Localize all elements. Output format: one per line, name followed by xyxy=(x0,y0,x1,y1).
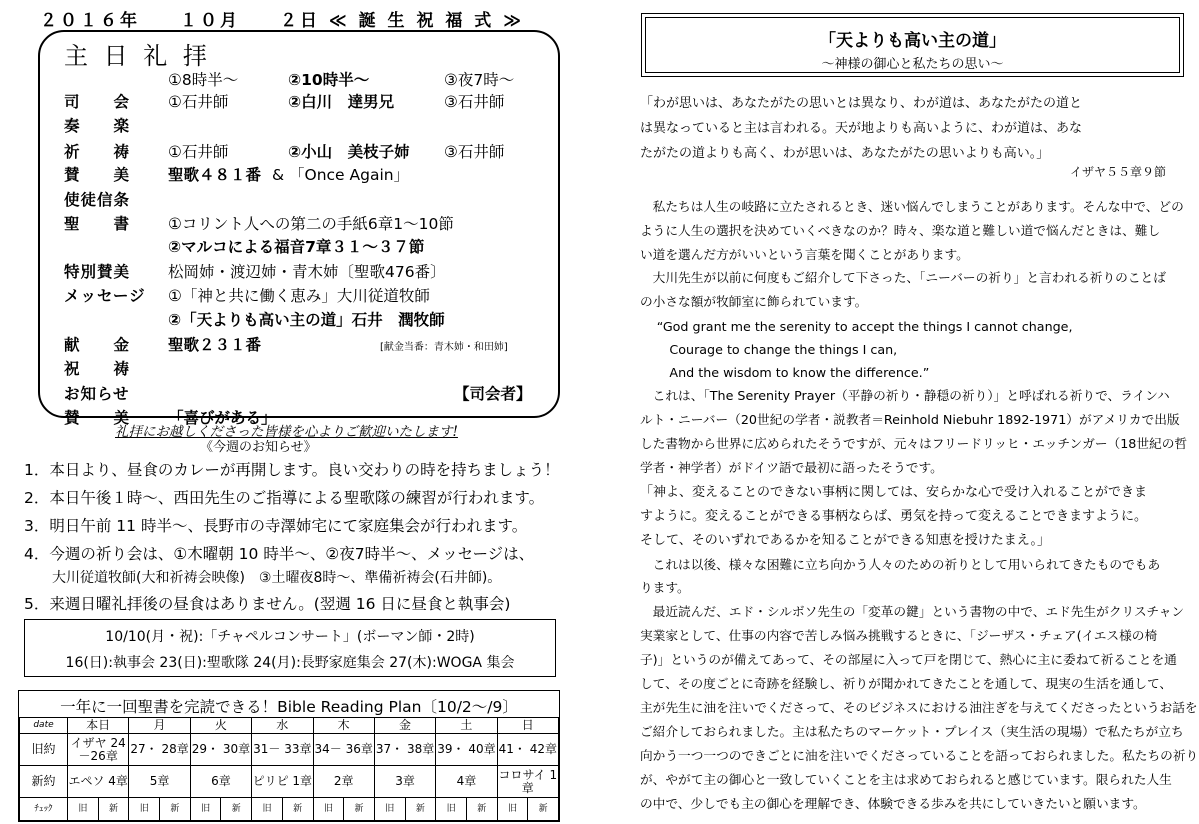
plan-cell: 水 xyxy=(252,718,313,734)
scripture-line: は異なっていると主は言われる。天が地よりも高いように、わが道は、あな xyxy=(640,121,1083,136)
sermon-body-line: 実業家として、仕事の内容で苦しみ悩み挑戦するときに、「ジーザス・チェア(イエス様の椅 xyxy=(640,628,1158,643)
plan-cell: ピリピ 1章 xyxy=(252,766,313,798)
plan-cell: 39・ 40章 xyxy=(436,734,497,766)
worship-label: 賛 美 xyxy=(64,166,131,184)
sermon-body-line: が、やがて主の御心と一致していくことを主は求めておられると感じています。限られた人生 xyxy=(640,772,1172,787)
check-old[interactable]: 旧 xyxy=(498,798,528,820)
sermon-body-line: すように。変えることができる事柄ならば、勇気を持って変えることできますように。 xyxy=(640,509,1148,524)
sermon-subtitle: ～神様の御心と私たちの思い～ xyxy=(821,57,1004,72)
plan-cell: ﾁｪｯｸ xyxy=(20,798,68,821)
serenity-prayer-line: Courage to change the things I can, xyxy=(640,342,898,357)
check-new[interactable]: 新 xyxy=(354,803,364,814)
check-cell[interactable] xyxy=(190,798,251,821)
plan-cell: 29・ 30章 xyxy=(190,734,251,766)
worship-label: 特別賛美 xyxy=(64,263,131,281)
events-line-1: 10/10(月・祝):「チャペルコンサート」(ボーマン師・2時) xyxy=(105,629,475,645)
sermon-body-line: ご紹介しておられました。主は私たちのマーケット・プレイス（実生活の現場）で私たちが立ち xyxy=(640,724,1184,739)
check-new[interactable]: 新 xyxy=(415,803,425,814)
check-new[interactable]: 新 xyxy=(477,803,487,814)
worship-c1b: ②「天よりも高い主の道」石井 潤牧師 xyxy=(168,311,445,329)
sermon-body-line: 「神よ、変えることのできない事柄に関しては、安らかな心で受け入れることができま xyxy=(640,485,1148,500)
serenity-prayer-line: And the wisdom to know the difference.” xyxy=(640,365,930,380)
upcoming-events-box xyxy=(24,619,556,677)
sermon-body-line: ルト・ニーバー（20世紀の学者・説教者＝Reinhold Niebuhr 1892-1971）がアメリカで出版 xyxy=(640,412,1180,427)
worship-c1: ①「神と共に働く恵み」大川従道牧師 xyxy=(168,287,430,305)
plan-cell: エペソ 4章 xyxy=(68,766,129,798)
plan-cell: date xyxy=(20,718,68,734)
check-old[interactable]: 旧 xyxy=(436,798,466,820)
plan-cell: コロサイ 1章 xyxy=(497,766,558,798)
bible-reading-plan xyxy=(18,690,560,822)
plan-cell: 6章 xyxy=(190,766,251,798)
sermon-body-line: ります。 xyxy=(640,580,690,595)
worship-c1: 松岡姉・渡辺姉・青木姉〔聖歌476番〕 xyxy=(168,263,446,281)
plan-cell: 27・ 28章 xyxy=(129,734,190,766)
sermon-body-line: した書物から世界に広められたそうですが、元々はフリードリッヒ・エッチンガー（18世紀の哲 xyxy=(640,436,1188,451)
time-3: ③夜7時～ xyxy=(444,71,515,89)
check-cell[interactable] xyxy=(436,798,497,821)
sermon-body-line: 子)」というのが備えてあって、その部屋に入って戸を閉じて、熱心に主に委ねて祈ることを通 xyxy=(640,652,1177,667)
check-cell[interactable] xyxy=(313,798,374,821)
worship-c3: ③石井師 xyxy=(444,143,505,161)
worship-label: 献 金 xyxy=(64,336,131,354)
sermon-body-line: の小さな額が牧師室に飾られています。 xyxy=(640,294,868,309)
sermon-title-frame xyxy=(645,17,1180,73)
plan-cell: 土 xyxy=(436,718,497,734)
news-item: 2．本日午後１時～、西田先生のご指導による聖歌隊の練習が行われます。 xyxy=(24,489,545,507)
check-old[interactable]: 旧 xyxy=(375,798,405,820)
plan-cell: 木 xyxy=(313,718,374,734)
scripture-line: たがたの道よりも高く、わが思いは、あなたがたの思いよりも高い。」 xyxy=(640,146,1050,161)
news-item: 3．明日午前 11 時半～、長野市の寺澤姉宅にて家庭集会が行われます。 xyxy=(24,517,528,535)
worship-c1: ①石井師 xyxy=(168,93,229,111)
plan-cell: 41・ 42章 xyxy=(497,734,558,766)
sermon-body-line: 学者・神学者）がドイツ語で最初に語ったそうです。 xyxy=(640,460,943,475)
worship-label: メッセージ xyxy=(64,287,146,305)
bible-plan-table xyxy=(19,717,559,821)
plan-cell: 月 xyxy=(129,718,190,734)
plan-cell: 31－ 33章 xyxy=(252,734,313,766)
worship-c1b: ②マルコによる福音7章３１～３７節 xyxy=(168,238,425,256)
sermon-title-box xyxy=(641,13,1184,77)
sermon-body-line: 主が先生に油を注いでくださって、そのビジネスにおける油注ぎを与えてくださったというお話を xyxy=(640,700,1198,715)
worship-c1b: 「喜びがある」 xyxy=(168,409,277,427)
plan-cell: 2章 xyxy=(313,766,374,798)
time-2: ②10時半～ xyxy=(288,71,370,89)
plan-cell: 火 xyxy=(190,718,251,734)
worship-c1b: 聖歌４８１番 xyxy=(168,166,262,184)
worship-label: 聖 書 xyxy=(64,215,131,233)
check-new[interactable]: 新 xyxy=(231,803,241,814)
check-old[interactable]: 旧 xyxy=(68,798,98,820)
check-new[interactable]: 新 xyxy=(538,803,548,814)
worship-title: 主 日 礼 拝 xyxy=(64,42,211,70)
scripture-line: 「わが思いは、あなたがたの思いとは異なり、わが道は、あなたがたの道と xyxy=(640,96,1083,111)
plan-cell: イザヤ 24－26章 xyxy=(68,734,129,766)
news-item: 4．今週の祈り会は、①木曜朝 10 時半～、②夜7時半～、メッセージは、 xyxy=(24,545,535,563)
check-new[interactable]: 新 xyxy=(109,803,119,814)
check-new[interactable]: 新 xyxy=(170,803,180,814)
sermon-body-line: これは、「The Serenity Prayer（平静の祈り・静穏の祈り）」と呼ばれる祈りで、ラインハ xyxy=(640,388,1170,403)
news-item: 1．本日より、昼食のカレーが再開します。良い交わりの時を持ちましょう！ xyxy=(24,461,560,479)
worship-c1b: 聖歌２３１番 xyxy=(168,336,262,354)
check-new[interactable]: 新 xyxy=(293,803,303,814)
check-cell[interactable] xyxy=(252,798,313,821)
sermon-body-line: これは以後、様々な困難に立ち向かう人々のための祈りとして用いられてきたものでもあ xyxy=(640,557,1161,572)
scripture-reference: イザヤ５５章９節 xyxy=(1070,165,1167,179)
sermon-body-line: ように人生の選択を決めていくべきなのか？時々、楽な道と難しい道で悩んだときは、難し xyxy=(640,223,1161,238)
news-item: 5．来週日曜礼拝後の昼食はありません。(翌週 16 日に昼食と執事会) xyxy=(24,595,511,613)
worship-label: 司 会 xyxy=(64,93,131,111)
serenity-prayer-line: “God grant me the serenity to accept the things I cannot change, xyxy=(640,319,1073,334)
worship-small: [献金当番：青木姉・和田姉] xyxy=(380,342,508,353)
plan-cell: 3章 xyxy=(374,766,435,798)
worship-right: 【司会者】 xyxy=(454,385,532,403)
events-line-2: 16(日):執事会 23(日):聖歌隊 24(月):長野家庭集会 27(木):WOGA 集会 xyxy=(65,655,515,671)
worship-label: 祝 祷 xyxy=(64,360,131,378)
check-cell[interactable] xyxy=(374,798,435,821)
sermon-body-line: い道を選んだ方がいいという言葉を聞くことがあります。 xyxy=(640,247,969,262)
worship-label: お知らせ xyxy=(64,385,130,403)
worship-label: 祈 祷 xyxy=(64,143,131,161)
worship-c2: ②白川 達男兄 xyxy=(288,93,395,111)
check-old[interactable]: 旧 xyxy=(314,798,344,820)
check-cell[interactable] xyxy=(129,798,190,821)
worship-label: 使徒信条 xyxy=(64,191,131,209)
worship-c2: ②小山 美枝子姉 xyxy=(288,143,410,161)
welcome-message: 礼拝にお越しくださった皆様を心よりご歓迎いたします! xyxy=(115,424,458,440)
plan-cell: 34－ 36章 xyxy=(313,734,374,766)
bible-plan-title: 一年に一回聖書を完読できる！Bible Reading Plan〔10/2～/9〕 xyxy=(60,698,518,716)
sermon-body-line: 向かう一つ一つのできごとに油を注いでくださっていることを語っておられました。私たちの祈り xyxy=(640,748,1199,763)
time-1: ①8時半～ xyxy=(168,71,239,89)
worship-label: 奏 楽 xyxy=(64,117,131,135)
check-old[interactable]: 旧 xyxy=(252,798,282,820)
sermon-body-line: 私たちは人生の岐路に立たされるとき、迷い悩んでしまうことがあります。そんな中で、どの xyxy=(640,199,1184,214)
plan-cell: 金 xyxy=(374,718,435,734)
sermon-body-line: 大川先生が以前に何度もご紹介して下さった、「ニーバーの祈り」と言われる祈りのことば xyxy=(640,270,1166,285)
worship-label: 賛 美 xyxy=(64,409,131,427)
check-old[interactable]: 旧 xyxy=(129,798,159,820)
worship-order-box xyxy=(38,30,560,427)
plan-cell: 旧約 xyxy=(20,734,68,766)
check-cell[interactable] xyxy=(68,798,129,821)
worship-c1: ①コリント人への第二の手紙6章1～10節 xyxy=(168,215,454,233)
sermon-body-line: 最近読んだ、エド・シルボソ先生の「変革の鍵」という書物の中で、エド先生がクリスチャン xyxy=(640,604,1185,619)
plan-cell: 4章 xyxy=(436,766,497,798)
sermon-title: 「天よりも高い主の道」 xyxy=(819,31,1006,51)
check-cell[interactable] xyxy=(497,798,558,821)
worship-c3: ③石井師 xyxy=(444,93,505,111)
sermon-body-line: して、その度ごとに奇跡を経験し、祈りが聞かれてきたことを通して、現実の生活を通して、 xyxy=(640,676,1173,691)
sermon-body-line: そして、そのいずれであるかを知ることができる知恵を授けたまえ。」 xyxy=(640,533,1051,548)
worship-c1: ①石井師 xyxy=(168,143,229,161)
bulletin-date-header: ２０１６年 １０月 ２日 ≪ 誕 生 祝 福 式 ≫ xyxy=(40,11,525,31)
check-old[interactable]: 旧 xyxy=(191,798,221,820)
sermon-body-line: の中で、少しでも主の御心を理解でき、体験できる歩みを共にしていきたいと願います。 xyxy=(640,796,1146,811)
worship-c1: & 「Once Again」 xyxy=(272,166,410,184)
plan-cell: 37・ 38章 xyxy=(374,734,435,766)
plan-cell: 新約 xyxy=(20,766,68,798)
plan-cell: 5章 xyxy=(129,766,190,798)
plan-cell: 本日 xyxy=(68,718,129,734)
plan-cell: 日 xyxy=(497,718,558,734)
weekly-notices-title: 《今週のお知らせ》 xyxy=(200,440,317,455)
news-item-continued: 大川従道牧師(大和祈祷会映像) ③土曜夜8時～、準備祈祷会(石井師)。 xyxy=(52,570,502,586)
